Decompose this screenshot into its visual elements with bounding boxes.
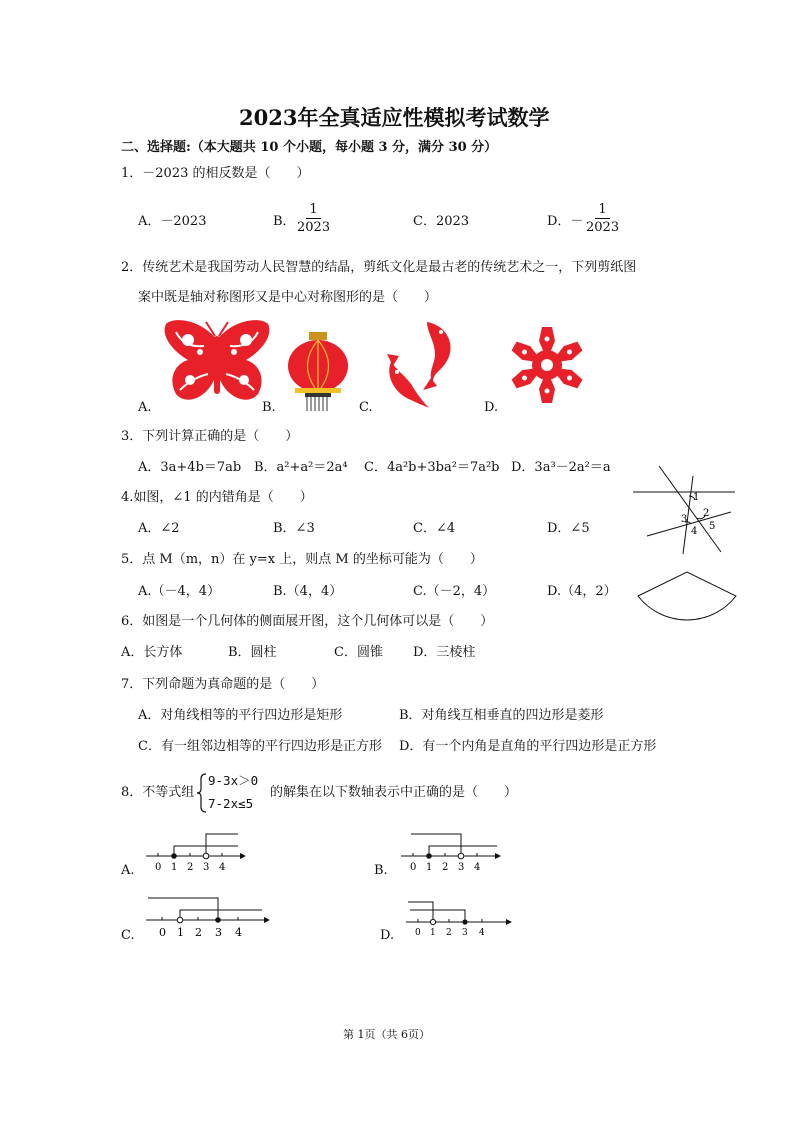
q8-stem-prefix: 8．不等式组 [121, 785, 195, 800]
q3-option-c: C．4a²b+3ba²＝7a²b [364, 460, 500, 475]
snowflake-papercut-image [510, 325, 584, 405]
q4-option-a: A．∠2 [138, 521, 180, 536]
q3-option-b: B．a²+a²＝2a⁴ [254, 460, 348, 475]
q5-option-a: A.（－4，4） [138, 584, 221, 599]
q4-fig-label-4: 4 [691, 526, 698, 537]
na-tick-2: 2 [187, 862, 194, 873]
nb-tick-4: 4 [474, 862, 481, 873]
nd-tick-2: 2 [446, 928, 452, 938]
q7-stem: 7．下列命题为真命题的是（ ） [121, 677, 325, 692]
q6-stem: 6．如图是一个几何体的侧面展开图，这个几何体可以是（ ） [121, 614, 494, 629]
q5-option-c: C.（－2，4） [413, 584, 496, 599]
nc-tick-0: 0 [159, 926, 166, 939]
q1-option-b-fraction [294, 203, 333, 234]
nb-tick-3: 3 [458, 862, 465, 873]
na-tick-0: 0 [155, 862, 162, 873]
q8-brace [197, 773, 207, 813]
nb-tick-0: 0 [410, 862, 417, 873]
q8-option-a: A. [121, 863, 135, 878]
q8-inequality-1: 9-3x＞0 [208, 773, 259, 788]
q4-angle-figure [633, 466, 743, 558]
nd-tick-1: 1 [430, 928, 436, 938]
q7-option-d: D．有一个内角是直角的平行四边形是正方形 [399, 739, 657, 754]
q1-b-denominator: 2023 [297, 220, 331, 235]
q1-option-d-label: D．－ [547, 214, 584, 229]
nc-tick-2: 2 [195, 926, 202, 939]
nb-tick-2: 2 [442, 862, 449, 873]
q4-fig-label-3: 3 [681, 514, 688, 525]
q4-option-c: C．∠4 [413, 521, 456, 536]
na-tick-1: 1 [171, 862, 178, 873]
q5-stem: 5．点 M（m，n）在 y=x 上，则点 M 的坐标可能为（ ） [121, 552, 483, 567]
q2-stem-line1: 2．传统艺术是我国劳动人民智慧的结晶，剪纸文化是最古老的传统艺术之一，下列剪纸图 [121, 260, 637, 275]
nb-tick-1: 1 [426, 862, 433, 873]
q6-option-a: A．长方体 [121, 645, 183, 660]
q4-option-b: B．∠3 [273, 521, 315, 536]
q3-option-d: D．3a³－2a²＝a [511, 460, 611, 475]
lantern-papercut-image [287, 332, 349, 412]
q1-option-d-fraction [583, 203, 622, 234]
q4-stem: 4.如图，∠1 的内错角是（ ） [121, 490, 313, 505]
page-title: 2023年全真适应性模拟考试数学 [239, 105, 550, 130]
q4-fig-label-1: 1 [693, 492, 700, 503]
q6-option-d: D．三棱柱 [413, 645, 476, 660]
section-heading: 二、选择题:（本大题共 10 个小题，每小题 3 分，满分 30 分） [121, 140, 498, 155]
q8-stem-suffix: 的解集在以下数轴表示中正确的是（ ） [270, 785, 518, 800]
q1-b-numerator: 1 [306, 203, 320, 219]
q3-option-a: A．3a+4b＝7ab [138, 460, 242, 475]
q3-stem: 3．下列计算正确的是（ ） [121, 429, 299, 444]
nd-tick-4: 4 [479, 928, 485, 938]
q6-option-b: B．圆柱 [228, 645, 277, 660]
koi-fish-papercut-image [383, 318, 468, 410]
butterfly-papercut-image [162, 318, 272, 410]
q2-option-d: D. [484, 400, 499, 415]
q1-d-denominator: 2023 [586, 220, 620, 235]
number-line-d [406, 898, 516, 940]
q8-option-b: B. [374, 863, 388, 878]
nd-tick-3: 3 [462, 928, 468, 938]
nc-tick-4: 4 [235, 926, 242, 939]
q6-sector-figure [636, 570, 740, 640]
q5-option-d: D.（4，2） [547, 584, 617, 599]
q4-fig-label-5: 5 [709, 521, 716, 532]
q1-d-numerator: 1 [595, 203, 609, 219]
q1-option-b-label: B． [273, 214, 296, 229]
q7-option-c: C．有一组邻边相等的平行四边形是正方形 [138, 739, 382, 754]
q2-stem-line2: 案中既是轴对称图形又是中心对称图形的是（ ） [138, 290, 438, 305]
q8-option-c: C. [121, 928, 135, 943]
nd-tick-0: 0 [415, 928, 421, 938]
q5-option-b: B.（4，4） [273, 584, 343, 599]
q2-option-a: A. [138, 400, 152, 415]
number-line-b [401, 832, 505, 874]
q7-option-a: A．对角线相等的平行四边形是矩形 [138, 708, 343, 723]
q8-option-d: D. [380, 928, 395, 943]
nc-tick-3: 3 [215, 926, 222, 939]
q1-option-c: C．2023 [413, 214, 470, 229]
q2-option-b: B. [262, 400, 276, 415]
q7-option-b: B．对角线互相垂直的四边形是菱形 [399, 708, 604, 723]
q8-inequality-2: 7-2x≤5 [208, 796, 254, 811]
q2-option-c: C. [359, 400, 373, 415]
na-tick-4: 4 [219, 862, 226, 873]
q1-option-a: A．－2023 [138, 214, 207, 229]
number-line-c [146, 896, 274, 940]
q4-fig-label-2: 2 [703, 508, 710, 519]
q1-stem: 1．－2023 的相反数是（ ） [121, 166, 310, 181]
page-footer: 第 1页（共 6页） [343, 1028, 430, 1041]
q4-option-d: D．∠5 [547, 521, 590, 536]
na-tick-3: 3 [203, 862, 210, 873]
number-line-a [146, 832, 250, 874]
q6-option-c: C．圆锥 [334, 645, 383, 660]
nc-tick-1: 1 [177, 926, 184, 939]
